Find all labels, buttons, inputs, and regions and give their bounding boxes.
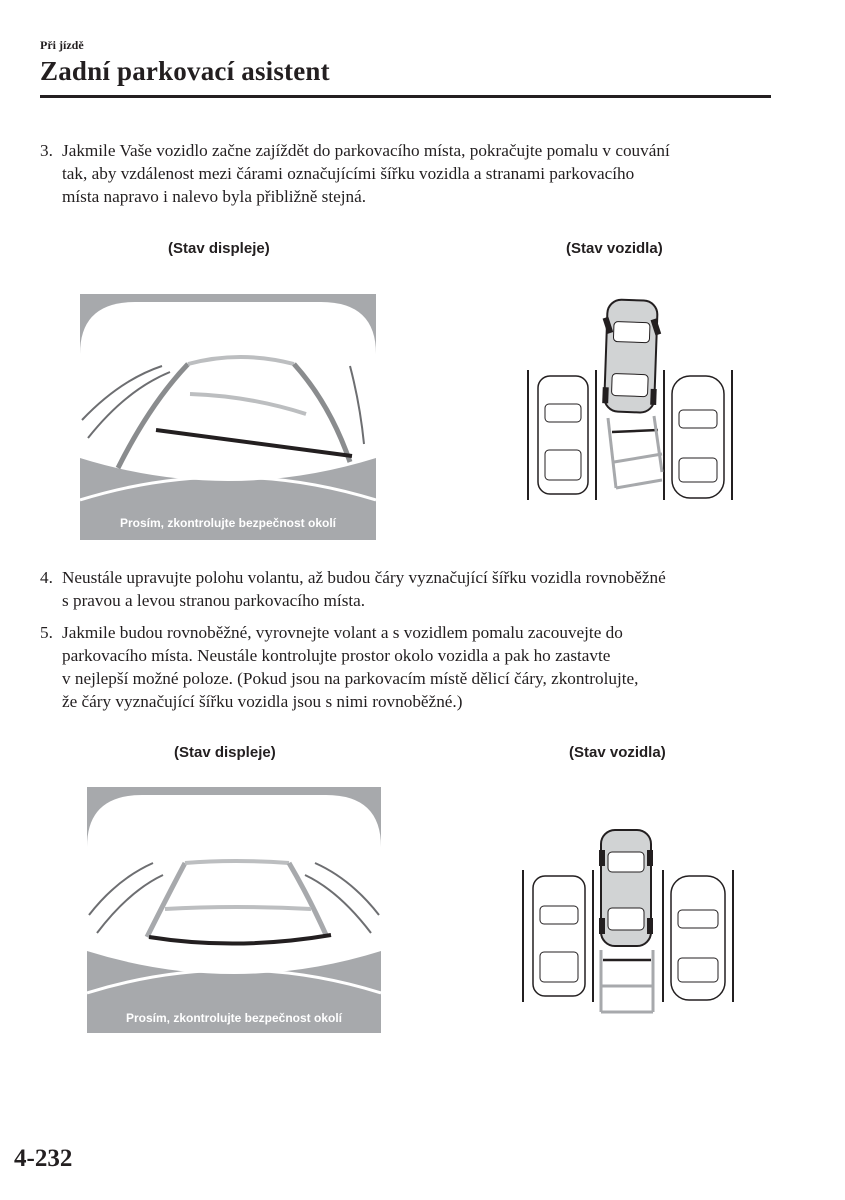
ground-guide-near [612, 430, 658, 432]
camera-display-1 [80, 294, 376, 540]
vehicle-caption: (Stav vozidla) [569, 744, 666, 761]
step-5 [40, 621, 780, 713]
step-number: 5. [40, 623, 53, 642]
display-caption: (Stav displeje) [168, 240, 270, 257]
step-line: Jakmile Vaše vozidlo začne zajíždět do parkovacího místa, pokračujte pomalu v couvání [62, 141, 670, 160]
step-3 [40, 139, 780, 208]
step-line: místa napravo i nalevo byla přibližně stejná. [62, 187, 367, 206]
safety-message: Prosím, zkontrolujte bezpečnost okolí [119, 516, 337, 530]
section-label: Při jízdě [40, 38, 84, 52]
parked-car-left [538, 376, 588, 494]
camera-display-2 [87, 787, 381, 1033]
distance-line-mid [165, 907, 311, 909]
parked-car-right [672, 376, 724, 498]
safety-message: Prosím, zkontrolujte bezpečnost okolí [125, 1011, 343, 1025]
page-number: 4-232 [14, 1145, 73, 1172]
step-line: Neustále upravujte polohu volantu, až budou čáry vyznačující šířku vozidla rovnoběžné [62, 568, 666, 587]
vehicle-caption: (Stav vozidla) [566, 240, 663, 257]
ground-guide-far [616, 480, 662, 488]
step-line: v nejlepší možné poloze. (Pokud jsou na parkovacím místě dělicí čáry, zkontrolujte, [62, 669, 639, 688]
display-caption: (Stav displeje) [174, 744, 276, 761]
title-divider [40, 95, 771, 98]
step-line: Jakmile budou rovnoběžné, vyrovnejte volant a s vozidlem pomalu zacouvejte do [62, 623, 623, 642]
page-title: Zadní parkovací asistent [40, 56, 330, 86]
step-4 [40, 566, 780, 612]
ground-guide-left [608, 418, 616, 488]
distance-line-far [185, 861, 289, 863]
step-line: s pravou a levou stranou parkovacího místa. [62, 591, 366, 610]
parked-car-left [533, 876, 585, 996]
step-number: 4. [40, 568, 53, 587]
reversing-car [599, 830, 653, 946]
reversing-car [599, 299, 662, 413]
ground-guide-mid [614, 454, 662, 462]
parked-car-right [671, 876, 725, 1000]
camera-view [87, 795, 381, 974]
vehicle-diagram-1 [520, 292, 740, 504]
step-line: parkovacího místa. Neustále kontrolujte prostor okolo vozidla a pak ho zastavte [62, 646, 611, 665]
vehicle-diagram-2 [515, 826, 740, 1016]
ground-guide-right [654, 416, 662, 472]
step-number: 3. [40, 141, 53, 160]
step-line: tak, aby vzdálenost mezi čárami označujícími šířku vozidla a stranami parkovacího [62, 164, 635, 183]
step-line: že čáry vyznačující šířku vozidla jsou s nimi rovnoběžné.) [62, 692, 463, 711]
